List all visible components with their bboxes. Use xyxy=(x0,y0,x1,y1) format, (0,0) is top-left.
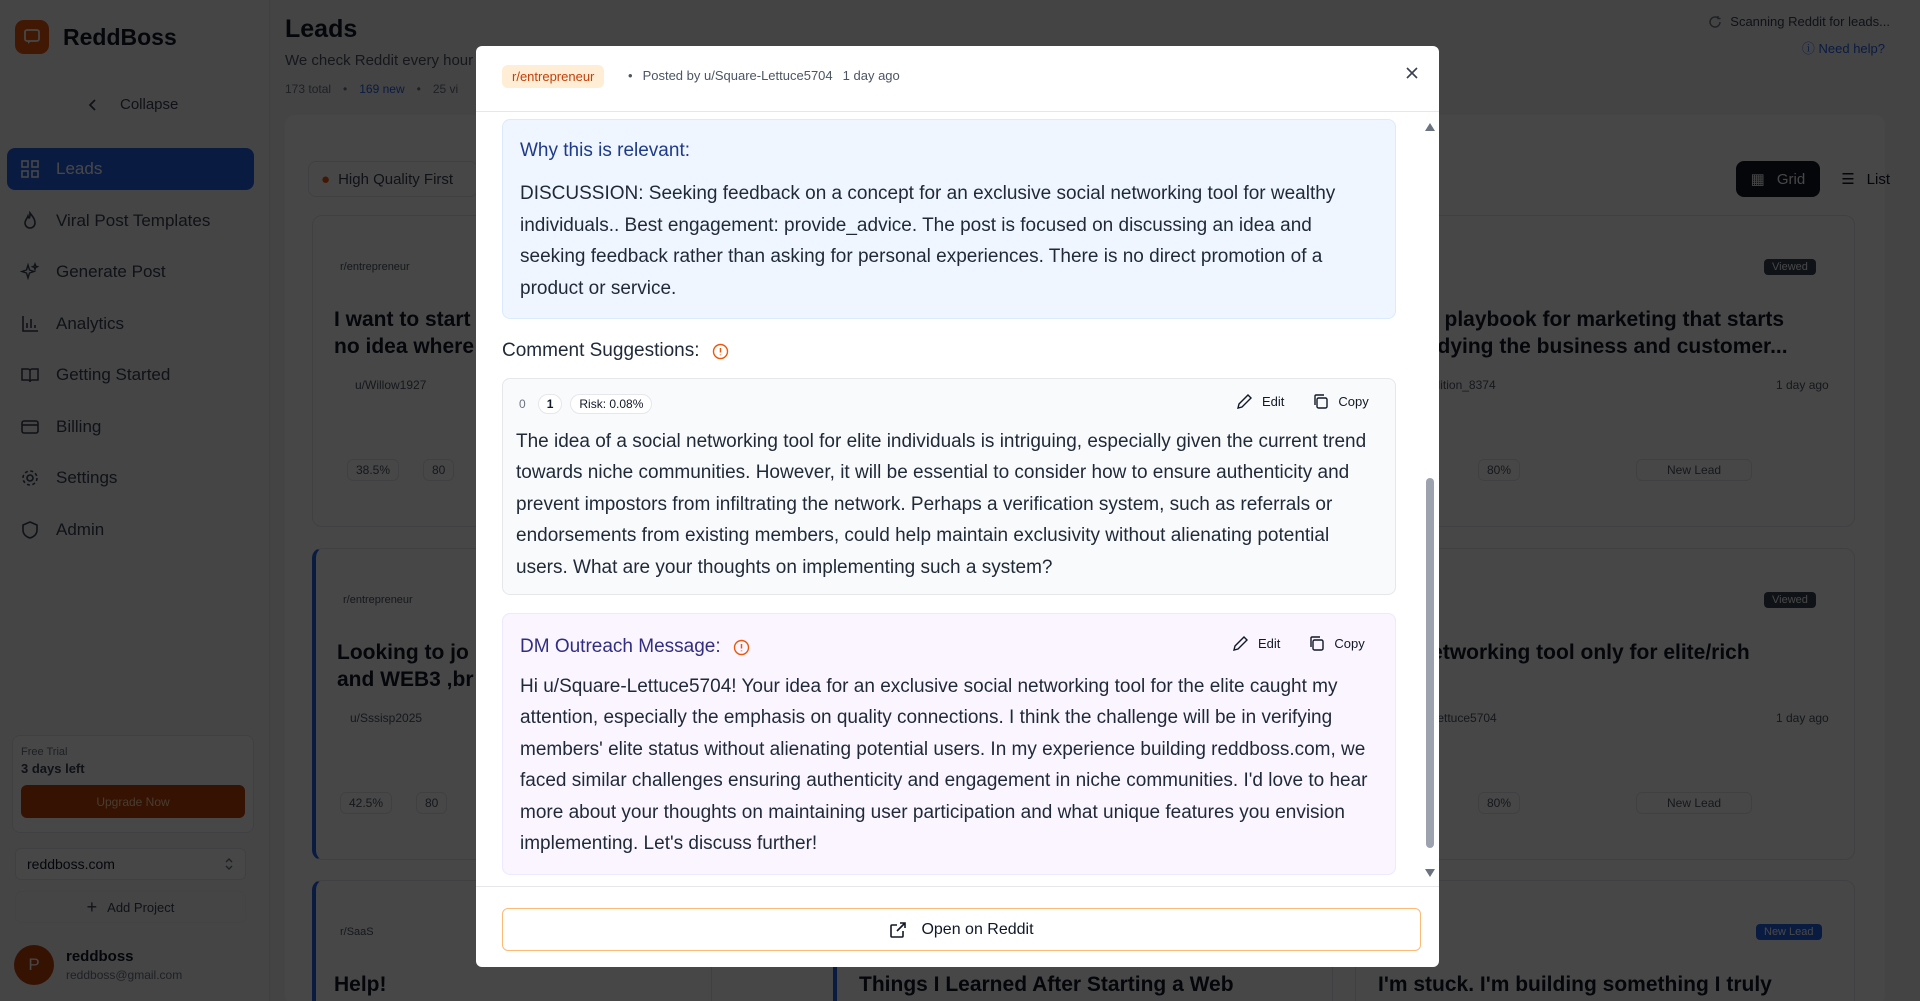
modal-scroll-area[interactable] xyxy=(476,113,1439,886)
info-icon[interactable] xyxy=(712,343,729,360)
external-link-icon xyxy=(889,921,907,939)
comment-suggestions-label: Comment Suggestions: xyxy=(502,340,700,361)
dm-actions xyxy=(1232,635,1365,652)
pencil-icon xyxy=(1232,635,1249,652)
info-icon[interactable] xyxy=(733,639,750,656)
post-age: 1 day ago xyxy=(842,68,900,83)
lead-detail-modal xyxy=(476,46,1439,967)
copy-label: Copy xyxy=(1334,636,1365,651)
relevance-title: Why this is relevant: xyxy=(520,140,690,161)
scroll-down-arrow-icon[interactable] xyxy=(1423,867,1437,879)
edit-comment-button[interactable] xyxy=(1236,393,1284,410)
comment-suggestion-text: The idea of a social networking tool for elite individuals is intriguing, especially given the current trend towards niche communities. However, it will be essential to consider how to ensure authenticity and prevent impostors from infiltrating the network. Perhaps a verification system, such as referrals or endorsements from existing members, could help maintain exclusivity without alienating potential users. What are your thoughts on implementing such a system? xyxy=(516,431,1367,578)
close-icon xyxy=(1405,66,1419,80)
dm-outreach-text: Hi u/Square-Lettuce5704! Your idea for an exclusive social networking tool for the elite caught my attention, especially the emphasis on quality connections. I think the challenge will be in verifying members' elite status without alienating potential users. In my experience building reddboss.com, we faced similar challenges ensuring authenticity and engagement in niche communities. I'd love to hear more about your thoughts on maintaining user participation and what unique features you envision implementing. Let's discuss further! xyxy=(520,676,1368,855)
post-meta xyxy=(628,68,900,83)
edit-dm-button[interactable] xyxy=(1232,635,1280,652)
comment-suggestion-toolbar xyxy=(515,394,652,414)
copy-comment-button[interactable] xyxy=(1312,393,1368,410)
modal-header xyxy=(476,46,1439,112)
copy-dm-button[interactable] xyxy=(1308,635,1364,652)
posted-by: Posted by u/Square-Lettuce5704 xyxy=(642,68,833,83)
comment-actions xyxy=(1236,393,1369,410)
relevance-body: DISCUSSION: Seeking feedback on a concept for an exclusive social networking tool for wealthy individuals.. Best engagement: provide_advice. The post is focused on discussing an idea and seeking feedback rather than asking for personal experiences. There is no direct promotion of a product or service. xyxy=(520,183,1336,299)
copy-label: Copy xyxy=(1338,394,1369,409)
modal-footer xyxy=(476,886,1439,967)
edit-label: Edit xyxy=(1262,394,1285,409)
suggestion-tab-1[interactable]: 1 xyxy=(538,394,563,414)
scrollbar-thumb[interactable] xyxy=(1426,478,1434,848)
open-on-reddit-button[interactable] xyxy=(502,908,1421,951)
subreddit-badge[interactable]: r/entrepreneur xyxy=(502,65,604,88)
meta-separator: • xyxy=(628,68,633,83)
close-button[interactable] xyxy=(1401,62,1423,84)
suggestion-tab-0[interactable]: 0 xyxy=(519,397,526,411)
copy-icon xyxy=(1308,635,1325,652)
dm-outreach-box xyxy=(502,613,1396,875)
comment-suggestion-box xyxy=(502,378,1396,595)
scroll-up-arrow-icon[interactable] xyxy=(1423,121,1437,133)
pencil-icon xyxy=(1236,393,1253,410)
risk-badge: Risk: 0.08% xyxy=(570,394,652,414)
edit-label: Edit xyxy=(1258,636,1281,651)
dm-outreach-title xyxy=(520,636,750,658)
copy-icon xyxy=(1312,393,1329,410)
modal-scrollbar[interactable] xyxy=(1423,113,1437,886)
dm-outreach-label: DM Outreach Message: xyxy=(520,636,721,657)
open-on-reddit-label: Open on Reddit xyxy=(921,920,1034,938)
relevance-box xyxy=(502,119,1396,319)
comment-suggestions-title xyxy=(502,340,729,362)
